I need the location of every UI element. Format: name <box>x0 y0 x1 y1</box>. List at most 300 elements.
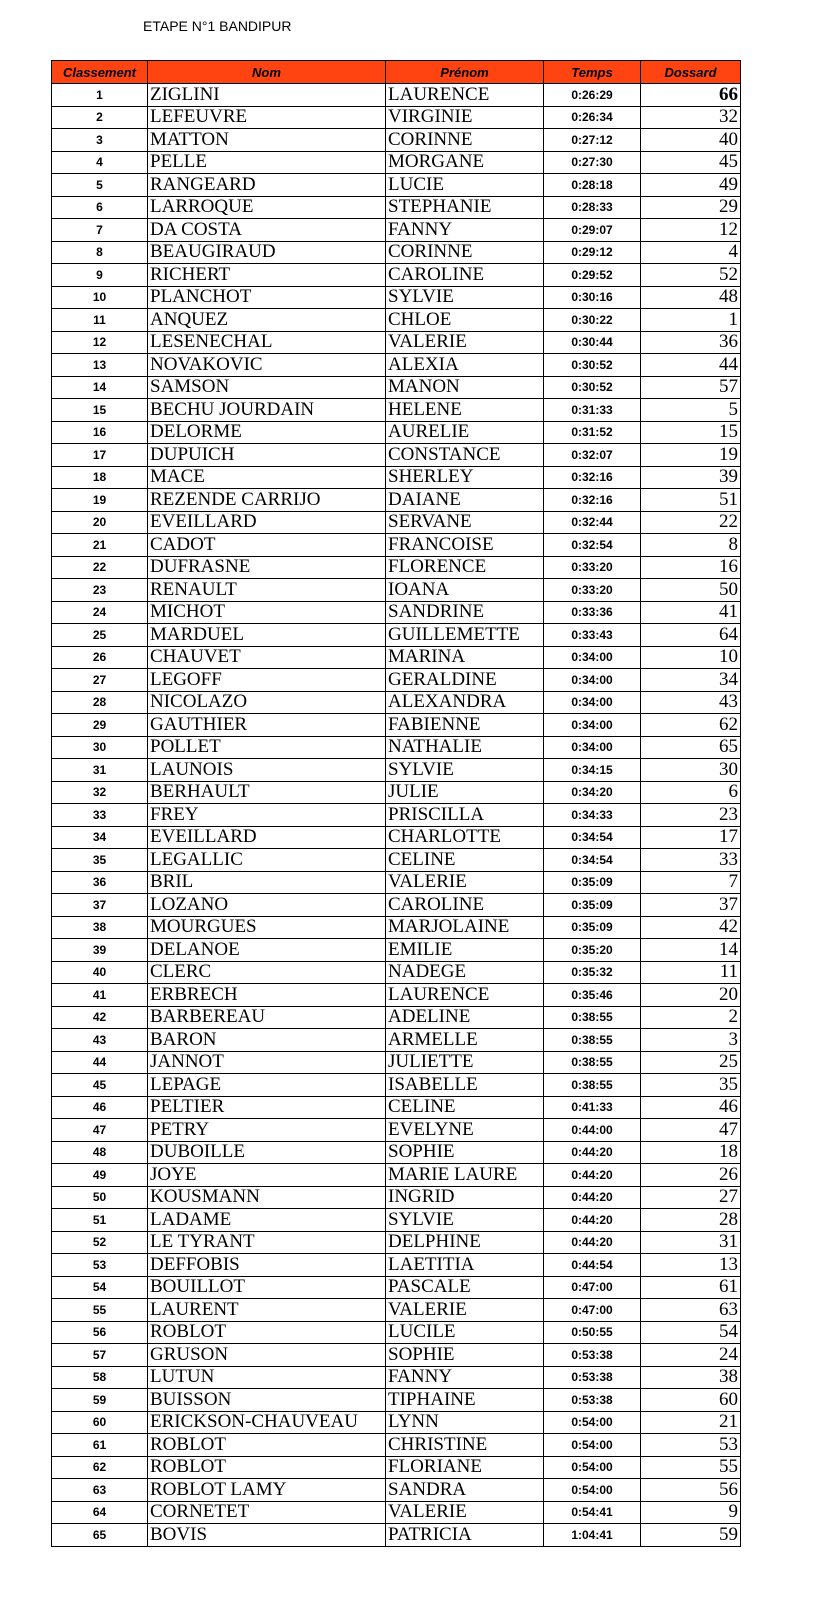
rank-cell: 46 <box>52 1096 148 1119</box>
nom-cell: GRUSON <box>148 1344 386 1367</box>
nom-cell: LEFEUVRE <box>148 106 386 129</box>
temps-cell: 0:33:20 <box>544 579 641 602</box>
temps-cell: 0:44:20 <box>544 1231 641 1254</box>
dossard-cell: 37 <box>641 894 741 917</box>
temps-cell: 0:35:09 <box>544 916 641 939</box>
prenom-cell: CHRISTINE <box>386 1434 544 1457</box>
dossard-cell: 22 <box>641 511 741 534</box>
table-row <box>52 849 741 872</box>
nom-cell: ERBRECH <box>148 984 386 1007</box>
rank-cell: 27 <box>52 669 148 692</box>
rank-cell: 18 <box>52 466 148 489</box>
prenom-cell: FLORIANE <box>386 1456 544 1479</box>
temps-cell: 0:54:00 <box>544 1456 641 1479</box>
table-row <box>52 1366 741 1389</box>
nom-cell: ZIGLINI <box>148 84 386 107</box>
dossard-cell: 41 <box>641 601 741 624</box>
dossard-cell: 48 <box>641 286 741 309</box>
prenom-cell: CORINNE <box>386 241 544 264</box>
prenom-cell: FANNY <box>386 1366 544 1389</box>
dossard-cell: 36 <box>641 331 741 354</box>
rank-cell: 21 <box>52 534 148 557</box>
table-row <box>52 1209 741 1232</box>
prenom-cell: VIRGINIE <box>386 106 544 129</box>
temps-cell: 0:54:41 <box>544 1501 641 1524</box>
rank-cell: 8 <box>52 241 148 264</box>
dossard-cell: 33 <box>641 849 741 872</box>
prenom-cell: LUCIE <box>386 174 544 197</box>
nom-cell: LESENECHAL <box>148 331 386 354</box>
nom-cell: MARDUEL <box>148 624 386 647</box>
nom-cell: BOVIS <box>148 1524 386 1547</box>
prenom-cell: JULIE <box>386 781 544 804</box>
table-row <box>52 961 741 984</box>
prenom-cell: FANNY <box>386 219 544 242</box>
prenom-cell: FRANCOISE <box>386 534 544 557</box>
prenom-cell: IOANA <box>386 579 544 602</box>
temps-cell: 0:29:12 <box>544 241 641 264</box>
rank-cell: 36 <box>52 871 148 894</box>
prenom-cell: ARMELLE <box>386 1029 544 1052</box>
nom-cell: LUTUN <box>148 1366 386 1389</box>
rank-cell: 9 <box>52 264 148 287</box>
table-row <box>52 466 741 489</box>
nom-cell: CHAUVET <box>148 646 386 669</box>
nom-cell: SAMSON <box>148 376 386 399</box>
dossard-cell: 53 <box>641 1434 741 1457</box>
rank-cell: 53 <box>52 1254 148 1277</box>
temps-cell: 0:53:38 <box>544 1389 641 1412</box>
nom-cell: BARON <box>148 1029 386 1052</box>
dossard-cell: 17 <box>641 826 741 849</box>
table-row <box>52 759 741 782</box>
temps-cell: 0:38:55 <box>544 1006 641 1029</box>
prenom-cell: PATRICIA <box>386 1524 544 1547</box>
temps-cell: 0:47:00 <box>544 1276 641 1299</box>
dossard-cell: 16 <box>641 556 741 579</box>
table-row <box>52 421 741 444</box>
nom-cell: CADOT <box>148 534 386 557</box>
prenom-cell: SOPHIE <box>386 1344 544 1367</box>
nom-cell: BEAUGIRAUD <box>148 241 386 264</box>
nom-cell: NOVAKOVIC <box>148 354 386 377</box>
nom-cell: PELLE <box>148 151 386 174</box>
dossard-cell: 7 <box>641 871 741 894</box>
rank-cell: 28 <box>52 691 148 714</box>
prenom-cell: MARINA <box>386 646 544 669</box>
prenom-cell: NATHALIE <box>386 736 544 759</box>
prenom-cell: ISABELLE <box>386 1074 544 1097</box>
temps-cell: 0:54:00 <box>544 1434 641 1457</box>
nom-cell: BOUILLOT <box>148 1276 386 1299</box>
dossard-cell: 52 <box>641 264 741 287</box>
dossard-cell: 8 <box>641 534 741 557</box>
temps-cell: 0:32:16 <box>544 489 641 512</box>
temps-cell: 0:41:33 <box>544 1096 641 1119</box>
dossard-cell: 21 <box>641 1411 741 1434</box>
rank-cell: 30 <box>52 736 148 759</box>
prenom-cell: VALERIE <box>386 331 544 354</box>
rank-cell: 35 <box>52 849 148 872</box>
dossard-cell: 64 <box>641 624 741 647</box>
prenom-cell: CHARLOTTE <box>386 826 544 849</box>
dossard-cell: 25 <box>641 1051 741 1074</box>
rank-cell: 20 <box>52 511 148 534</box>
table-body <box>52 84 741 1547</box>
rank-cell: 31 <box>52 759 148 782</box>
temps-cell: 0:54:00 <box>544 1479 641 1502</box>
temps-cell: 1:04:41 <box>544 1524 641 1547</box>
temps-cell: 0:26:29 <box>544 84 641 107</box>
prenom-cell: EVELYNE <box>386 1119 544 1142</box>
rank-cell: 16 <box>52 421 148 444</box>
temps-cell: 0:54:00 <box>544 1411 641 1434</box>
prenom-cell: LUCILE <box>386 1321 544 1344</box>
temps-cell: 0:31:33 <box>544 399 641 422</box>
temps-cell: 0:44:54 <box>544 1254 641 1277</box>
rank-cell: 26 <box>52 646 148 669</box>
table-row <box>52 1096 741 1119</box>
rank-cell: 33 <box>52 804 148 827</box>
temps-cell: 0:27:30 <box>544 151 641 174</box>
table-row <box>52 646 741 669</box>
temps-cell: 0:53:38 <box>544 1366 641 1389</box>
temps-cell: 0:30:52 <box>544 376 641 399</box>
rank-cell: 54 <box>52 1276 148 1299</box>
temps-cell: 0:27:12 <box>544 129 641 152</box>
rank-cell: 43 <box>52 1029 148 1052</box>
rank-cell: 64 <box>52 1501 148 1524</box>
rank-cell: 32 <box>52 781 148 804</box>
dossard-cell: 62 <box>641 714 741 737</box>
rank-cell: 41 <box>52 984 148 1007</box>
dossard-cell: 29 <box>641 196 741 219</box>
temps-cell: 0:33:36 <box>544 601 641 624</box>
nom-cell: NICOLAZO <box>148 691 386 714</box>
table-row <box>52 511 741 534</box>
dossard-cell: 47 <box>641 1119 741 1142</box>
prenom-cell: ALEXANDRA <box>386 691 544 714</box>
nom-cell: BARBEREAU <box>148 1006 386 1029</box>
table-row <box>52 579 741 602</box>
prenom-cell: CELINE <box>386 849 544 872</box>
table-row <box>52 556 741 579</box>
table-row <box>52 1119 741 1142</box>
rank-cell: 58 <box>52 1366 148 1389</box>
table-row <box>52 1074 741 1097</box>
rank-cell: 29 <box>52 714 148 737</box>
prenom-cell: LYNN <box>386 1411 544 1434</box>
rank-cell: 55 <box>52 1299 148 1322</box>
prenom-cell: SHERLEY <box>386 466 544 489</box>
prenom-cell: CAROLINE <box>386 894 544 917</box>
dossard-cell: 59 <box>641 1524 741 1547</box>
dossard-cell: 34 <box>641 669 741 692</box>
nom-cell: EVEILLARD <box>148 511 386 534</box>
dossard-cell: 40 <box>641 129 741 152</box>
nom-cell: DUPUICH <box>148 444 386 467</box>
prenom-cell: PRISCILLA <box>386 804 544 827</box>
dossard-cell: 15 <box>641 421 741 444</box>
temps-cell: 0:34:00 <box>544 669 641 692</box>
nom-cell: CORNETET <box>148 1501 386 1524</box>
dossard-cell: 61 <box>641 1276 741 1299</box>
rank-cell: 45 <box>52 1074 148 1097</box>
dossard-cell: 10 <box>641 646 741 669</box>
table-row <box>52 1524 741 1547</box>
temps-cell: 0:34:15 <box>544 759 641 782</box>
temps-cell: 0:32:44 <box>544 511 641 534</box>
dossard-cell: 50 <box>641 579 741 602</box>
temps-cell: 0:34:20 <box>544 781 641 804</box>
rank-cell: 44 <box>52 1051 148 1074</box>
dossard-cell: 55 <box>641 1456 741 1479</box>
dossard-cell: 44 <box>641 354 741 377</box>
dossard-cell: 38 <box>641 1366 741 1389</box>
dossard-cell: 13 <box>641 1254 741 1277</box>
dossard-cell: 18 <box>641 1141 741 1164</box>
nom-cell: DEFFOBIS <box>148 1254 386 1277</box>
table-row <box>52 1231 741 1254</box>
rank-cell: 22 <box>52 556 148 579</box>
table-row <box>52 309 741 332</box>
table-row <box>52 264 741 287</box>
table-row <box>52 489 741 512</box>
prenom-cell: DELPHINE <box>386 1231 544 1254</box>
table-row <box>52 1051 741 1074</box>
prenom-cell: CONSTANCE <box>386 444 544 467</box>
temps-cell: 0:35:09 <box>544 871 641 894</box>
table-row <box>52 1389 741 1412</box>
header-classement: Classement <box>52 61 148 84</box>
temps-cell: 0:44:20 <box>544 1186 641 1209</box>
nom-cell: CLERC <box>148 961 386 984</box>
table-row <box>52 1411 741 1434</box>
rank-cell: 52 <box>52 1231 148 1254</box>
nom-cell: PETRY <box>148 1119 386 1142</box>
temps-cell: 0:30:44 <box>544 331 641 354</box>
temps-cell: 0:44:00 <box>544 1119 641 1142</box>
table-row <box>52 1029 741 1052</box>
table-row <box>52 151 741 174</box>
nom-cell: LOZANO <box>148 894 386 917</box>
table-row <box>52 736 741 759</box>
dossard-cell: 20 <box>641 984 741 1007</box>
prenom-cell: VALERIE <box>386 1501 544 1524</box>
table-row <box>52 916 741 939</box>
prenom-cell: DAIANE <box>386 489 544 512</box>
table-row <box>52 1479 741 1502</box>
nom-cell: LEGALLIC <box>148 849 386 872</box>
temps-cell: 0:28:33 <box>544 196 641 219</box>
table-row <box>52 241 741 264</box>
results-table <box>51 60 741 1547</box>
nom-cell: ERICKSON-CHAUVEAU <box>148 1411 386 1434</box>
prenom-cell: CAROLINE <box>386 264 544 287</box>
prenom-cell: SANDRA <box>386 1479 544 1502</box>
temps-cell: 0:31:52 <box>544 421 641 444</box>
temps-cell: 0:32:07 <box>544 444 641 467</box>
table-row <box>52 691 741 714</box>
dossard-cell: 19 <box>641 444 741 467</box>
table-row <box>52 714 741 737</box>
dossard-cell: 39 <box>641 466 741 489</box>
table-row <box>52 129 741 152</box>
rank-cell: 2 <box>52 106 148 129</box>
rank-cell: 1 <box>52 84 148 107</box>
temps-cell: 0:35:20 <box>544 939 641 962</box>
dossard-cell: 3 <box>641 1029 741 1052</box>
nom-cell: REZENDE CARRIJO <box>148 489 386 512</box>
prenom-cell: INGRID <box>386 1186 544 1209</box>
header-dossard: Dossard <box>641 61 741 84</box>
nom-cell: KOUSMANN <box>148 1186 386 1209</box>
rank-cell: 5 <box>52 174 148 197</box>
table-row <box>52 444 741 467</box>
table-row <box>52 354 741 377</box>
nom-cell: BERHAULT <box>148 781 386 804</box>
table-row <box>52 1141 741 1164</box>
temps-cell: 0:32:54 <box>544 534 641 557</box>
table-row <box>52 1501 741 1524</box>
temps-cell: 0:33:20 <box>544 556 641 579</box>
table-row <box>52 871 741 894</box>
nom-cell: JANNOT <box>148 1051 386 1074</box>
rank-cell: 60 <box>52 1411 148 1434</box>
nom-cell: MATTON <box>148 129 386 152</box>
table-row <box>52 1456 741 1479</box>
dossard-cell: 4 <box>641 241 741 264</box>
prenom-cell: MORGANE <box>386 151 544 174</box>
temps-cell: 0:34:54 <box>544 849 641 872</box>
temps-cell: 0:34:00 <box>544 691 641 714</box>
nom-cell: DUFRASNE <box>148 556 386 579</box>
nom-cell: LEPAGE <box>148 1074 386 1097</box>
table-row <box>52 1321 741 1344</box>
rank-cell: 42 <box>52 1006 148 1029</box>
nom-cell: PELTIER <box>148 1096 386 1119</box>
rank-cell: 10 <box>52 286 148 309</box>
rank-cell: 39 <box>52 939 148 962</box>
temps-cell: 0:38:55 <box>544 1029 641 1052</box>
rank-cell: 24 <box>52 601 148 624</box>
rank-cell: 63 <box>52 1479 148 1502</box>
rank-cell: 50 <box>52 1186 148 1209</box>
prenom-cell: JULIETTE <box>386 1051 544 1074</box>
rank-cell: 4 <box>52 151 148 174</box>
temps-cell: 0:35:46 <box>544 984 641 1007</box>
prenom-cell: SYLVIE <box>386 1209 544 1232</box>
temps-cell: 0:34:00 <box>544 714 641 737</box>
rank-cell: 57 <box>52 1344 148 1367</box>
nom-cell: ROBLOT LAMY <box>148 1479 386 1502</box>
temps-cell: 0:30:22 <box>544 309 641 332</box>
prenom-cell: MARJOLAINE <box>386 916 544 939</box>
nom-cell: ROBLOT <box>148 1456 386 1479</box>
dossard-cell: 42 <box>641 916 741 939</box>
rank-cell: 25 <box>52 624 148 647</box>
table-row <box>52 1344 741 1367</box>
nom-cell: BECHU JOURDAIN <box>148 399 386 422</box>
table-row <box>52 781 741 804</box>
prenom-cell: ALEXIA <box>386 354 544 377</box>
dossard-cell: 5 <box>641 399 741 422</box>
rank-cell: 59 <box>52 1389 148 1412</box>
prenom-cell: AURELIE <box>386 421 544 444</box>
rank-cell: 15 <box>52 399 148 422</box>
nom-cell: MICHOT <box>148 601 386 624</box>
table-row <box>52 939 741 962</box>
nom-cell: JOYE <box>148 1164 386 1187</box>
rank-cell: 38 <box>52 916 148 939</box>
nom-cell: ANQUEZ <box>148 309 386 332</box>
table-row <box>52 106 741 129</box>
rank-cell: 61 <box>52 1434 148 1457</box>
temps-cell: 0:44:20 <box>544 1141 641 1164</box>
prenom-cell: LAURENCE <box>386 84 544 107</box>
table-row <box>52 984 741 1007</box>
table-row <box>52 669 741 692</box>
dossard-cell: 57 <box>641 376 741 399</box>
table-header <box>52 61 741 84</box>
table-row <box>52 1186 741 1209</box>
rank-cell: 3 <box>52 129 148 152</box>
header-row <box>52 61 741 84</box>
table-row <box>52 331 741 354</box>
table-row <box>52 601 741 624</box>
rank-cell: 37 <box>52 894 148 917</box>
prenom-cell: MARIE LAURE <box>386 1164 544 1187</box>
nom-cell: DELORME <box>148 421 386 444</box>
dossard-cell: 63 <box>641 1299 741 1322</box>
prenom-cell: SANDRINE <box>386 601 544 624</box>
table-row <box>52 196 741 219</box>
header-temps: Temps <box>544 61 641 84</box>
prenom-cell: GUILLEMETTE <box>386 624 544 647</box>
dossard-cell: 30 <box>641 759 741 782</box>
dossard-cell: 31 <box>641 1231 741 1254</box>
prenom-cell: FABIENNE <box>386 714 544 737</box>
nom-cell: LARROQUE <box>148 196 386 219</box>
nom-cell: ROBLOT <box>148 1321 386 1344</box>
prenom-cell: ADELINE <box>386 1006 544 1029</box>
nom-cell: PLANCHOT <box>148 286 386 309</box>
temps-cell: 0:34:00 <box>544 646 641 669</box>
dossard-cell: 43 <box>641 691 741 714</box>
nom-cell: BUISSON <box>148 1389 386 1412</box>
temps-cell: 0:30:52 <box>544 354 641 377</box>
rank-cell: 17 <box>52 444 148 467</box>
page-title: ETAPE N°1 BANDIPUR <box>143 18 292 34</box>
table-row <box>52 1434 741 1457</box>
nom-cell: EVEILLARD <box>148 826 386 849</box>
dossard-cell: 1 <box>641 309 741 332</box>
table-row <box>52 1254 741 1277</box>
rank-cell: 14 <box>52 376 148 399</box>
table-row <box>52 826 741 849</box>
dossard-cell: 49 <box>641 174 741 197</box>
dossard-cell: 11 <box>641 961 741 984</box>
rank-cell: 34 <box>52 826 148 849</box>
dossard-cell: 9 <box>641 1501 741 1524</box>
prenom-cell: EMILIE <box>386 939 544 962</box>
dossard-cell: 45 <box>641 151 741 174</box>
temps-cell: 0:28:18 <box>544 174 641 197</box>
table-row <box>52 376 741 399</box>
dossard-cell: 2 <box>641 1006 741 1029</box>
nom-cell: LADAME <box>148 1209 386 1232</box>
nom-cell: MOURGUES <box>148 916 386 939</box>
